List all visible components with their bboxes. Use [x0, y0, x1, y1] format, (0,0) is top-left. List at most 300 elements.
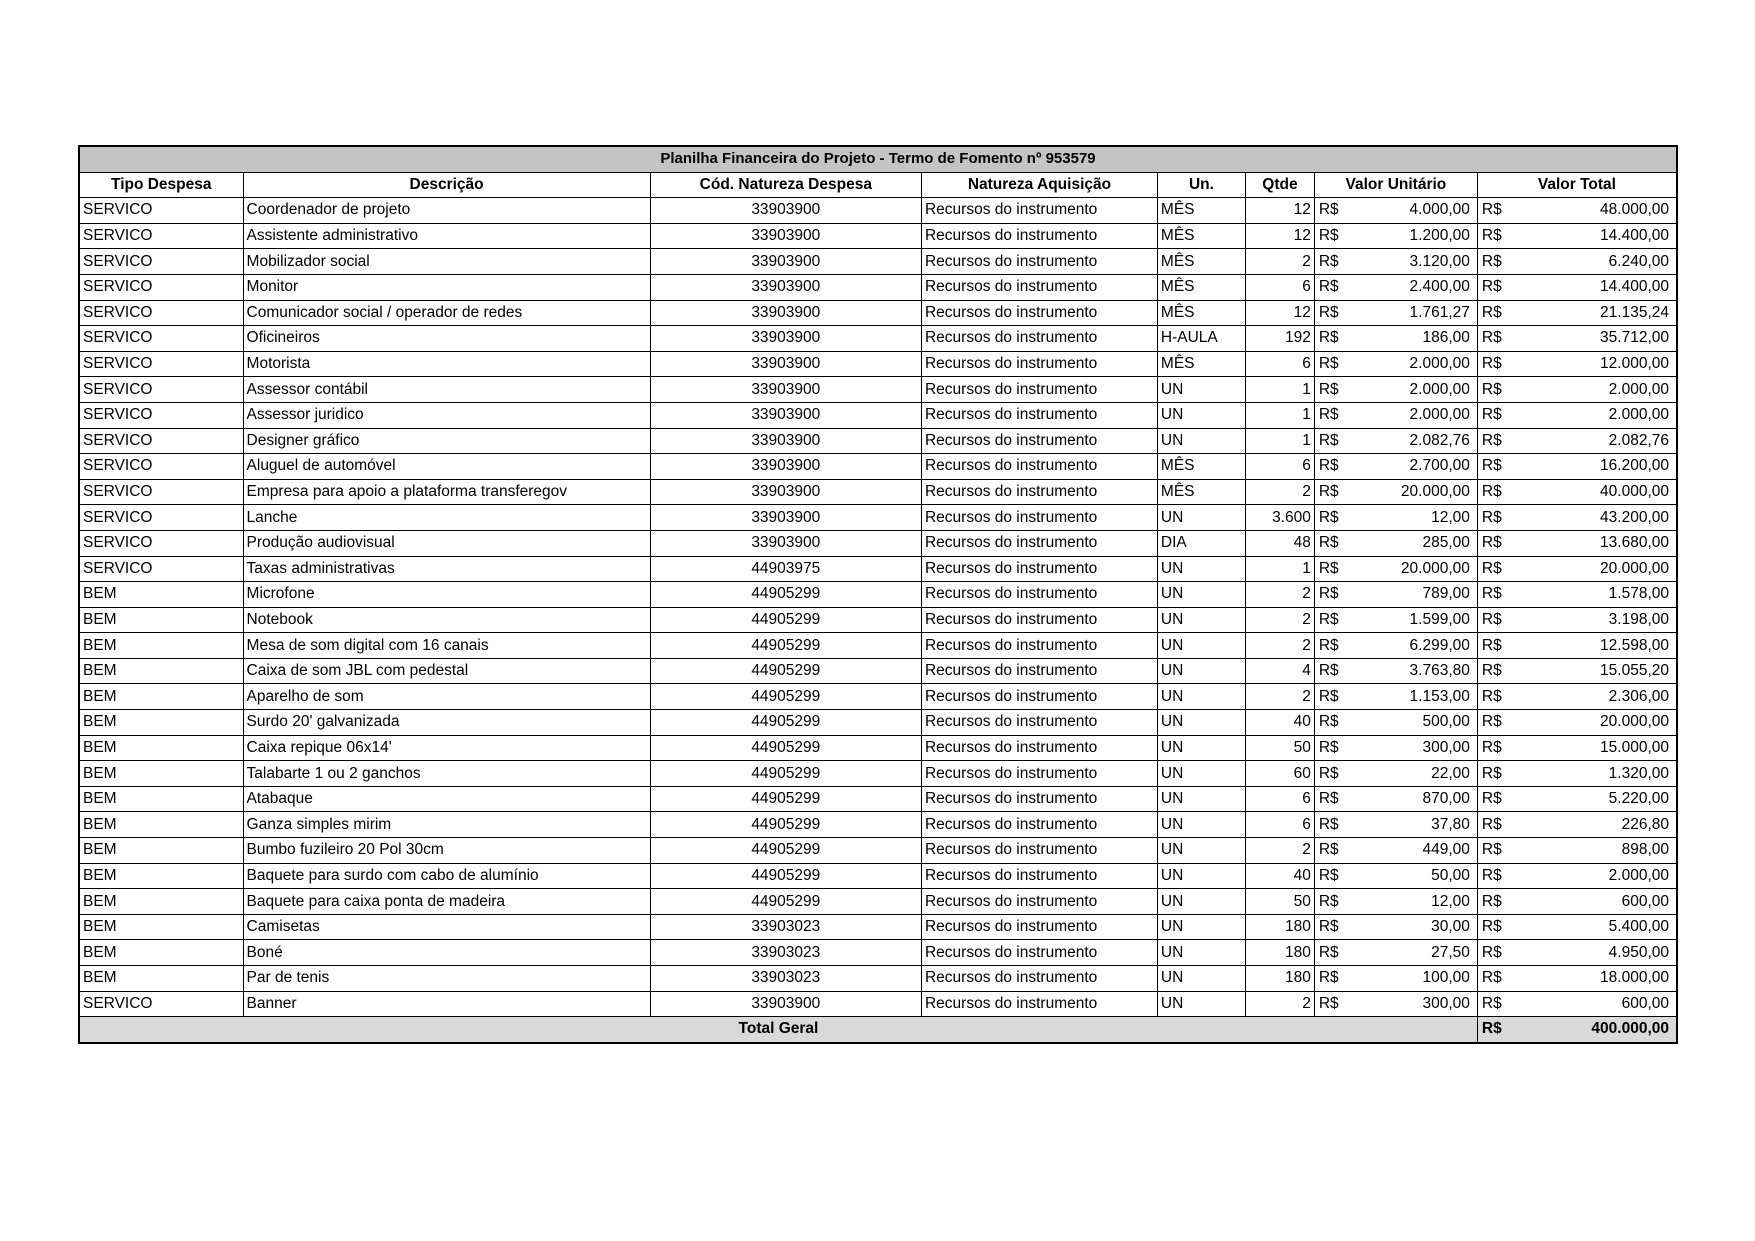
valor-unitario-cell	[1314, 991, 1477, 1017]
quantidade-cell: 12	[1246, 223, 1315, 249]
natureza-cell: Recursos do instrumento	[921, 761, 1157, 787]
table-row	[79, 812, 1677, 838]
tipo-despesa-cell: SERVICO	[79, 249, 243, 275]
valor-unitario: 789,00	[1422, 585, 1470, 603]
valor-total: 15.055,20	[1600, 662, 1669, 680]
currency-symbol: R$	[1481, 431, 1502, 449]
quantidade-cell: 40	[1246, 863, 1315, 889]
descricao-cell: Produção audiovisual	[243, 530, 650, 556]
natureza-cell: Recursos do instrumento	[921, 607, 1157, 633]
table-row	[79, 556, 1677, 582]
currency-symbol: R$	[1481, 329, 1502, 347]
header-valor-total: Valor Total	[1477, 172, 1677, 198]
valor-unitario-cell	[1314, 505, 1477, 531]
valor-total: 2.000,00	[1608, 406, 1669, 424]
codigo-cell: 33903023	[650, 966, 921, 992]
valor-unitario-cell	[1314, 658, 1477, 684]
natureza-cell: Recursos do instrumento	[921, 530, 1157, 556]
valor-total-cell	[1477, 454, 1677, 480]
quantidade-cell: 4	[1246, 658, 1315, 684]
valor-unitario: 1.761,27	[1409, 303, 1470, 321]
valor-total-cell	[1477, 633, 1677, 659]
codigo-cell: 44905299	[650, 786, 921, 812]
unidade-cell: MÊS	[1157, 454, 1245, 480]
valor-total: 600,00	[1621, 994, 1669, 1012]
valor-unitario-cell	[1314, 377, 1477, 403]
table-row	[79, 274, 1677, 300]
tipo-despesa-cell: BEM	[79, 863, 243, 889]
quantidade-cell: 2	[1246, 479, 1315, 505]
currency-symbol: R$	[1318, 918, 1339, 936]
valor-total-cell	[1477, 505, 1677, 531]
descricao-cell: Talabarte 1 ou 2 ganchos	[243, 761, 650, 787]
natureza-cell: Recursos do instrumento	[921, 377, 1157, 403]
valor-total: 15.000,00	[1600, 738, 1669, 756]
valor-unitario-cell	[1314, 249, 1477, 275]
valor-total: 48.000,00	[1600, 201, 1669, 219]
valor-unitario-cell	[1314, 223, 1477, 249]
tipo-despesa-cell: SERVICO	[79, 351, 243, 377]
natureza-cell: Recursos do instrumento	[921, 991, 1157, 1017]
currency-symbol: R$	[1481, 201, 1502, 219]
codigo-cell: 44905299	[650, 735, 921, 761]
valor-total: 4.950,00	[1608, 943, 1669, 961]
descricao-cell: Par de tenis	[243, 966, 650, 992]
unidade-cell: UN	[1157, 889, 1245, 915]
valor-total-cell	[1477, 326, 1677, 352]
natureza-cell: Recursos do instrumento	[921, 863, 1157, 889]
valor-total-cell	[1477, 966, 1677, 992]
unidade-cell: UN	[1157, 786, 1245, 812]
valor-total-cell	[1477, 223, 1677, 249]
currency-symbol: R$	[1318, 841, 1339, 859]
descricao-cell: Baquete para caixa ponta de madeira	[243, 889, 650, 915]
valor-unitario-cell	[1314, 607, 1477, 633]
codigo-cell: 33903900	[650, 249, 921, 275]
valor-total-cell	[1477, 530, 1677, 556]
valor-total: 6.240,00	[1608, 252, 1669, 270]
currency-symbol: R$	[1481, 278, 1502, 296]
valor-total: 1.320,00	[1608, 764, 1669, 782]
currency-symbol: R$	[1318, 201, 1339, 219]
currency-symbol: R$	[1318, 713, 1339, 731]
valor-total-cell	[1477, 684, 1677, 710]
table-row	[79, 658, 1677, 684]
quantidade-cell: 2	[1246, 684, 1315, 710]
quantidade-cell: 2	[1246, 838, 1315, 864]
codigo-cell: 33903900	[650, 991, 921, 1017]
currency-symbol: R$	[1318, 866, 1339, 884]
valor-total: 18.000,00	[1600, 969, 1669, 987]
natureza-cell: Recursos do instrumento	[921, 812, 1157, 838]
unidade-cell: UN	[1157, 966, 1245, 992]
valor-total: 5.220,00	[1608, 790, 1669, 808]
unidade-cell: UN	[1157, 402, 1245, 428]
table-row	[79, 198, 1677, 224]
valor-total: 898,00	[1621, 841, 1669, 859]
tipo-despesa-cell: BEM	[79, 940, 243, 966]
unidade-cell: UN	[1157, 838, 1245, 864]
table-row	[79, 454, 1677, 480]
natureza-cell: Recursos do instrumento	[921, 479, 1157, 505]
valor-unitario: 20.000,00	[1400, 483, 1470, 501]
table-row	[79, 351, 1677, 377]
valor-unitario: 1.200,00	[1409, 227, 1470, 245]
unidade-cell: UN	[1157, 582, 1245, 608]
valor-unitario: 1.599,00	[1409, 610, 1470, 628]
valor-unitario: 37,80	[1431, 815, 1470, 833]
quantidade-cell: 1	[1246, 556, 1315, 582]
valor-total: 226,80	[1621, 815, 1669, 833]
currency-symbol: R$	[1481, 841, 1502, 859]
tipo-despesa-cell: SERVICO	[79, 530, 243, 556]
currency-symbol: R$	[1318, 636, 1339, 654]
codigo-cell: 33903900	[650, 454, 921, 480]
header-row	[79, 172, 1677, 198]
tipo-despesa-cell: BEM	[79, 786, 243, 812]
currency-symbol: R$	[1481, 303, 1502, 321]
currency-symbol: R$	[1481, 559, 1502, 577]
valor-total-cell	[1477, 914, 1677, 940]
currency-symbol: R$	[1481, 508, 1502, 526]
currency-symbol: R$	[1318, 278, 1339, 296]
tipo-despesa-cell: BEM	[79, 684, 243, 710]
natureza-cell: Recursos do instrumento	[921, 889, 1157, 915]
codigo-cell: 44905299	[650, 710, 921, 736]
valor-unitario: 186,00	[1422, 329, 1470, 347]
tipo-despesa-cell: BEM	[79, 914, 243, 940]
currency-symbol: R$	[1481, 252, 1502, 270]
descricao-cell: Assessor contábil	[243, 377, 650, 403]
tipo-despesa-cell: BEM	[79, 761, 243, 787]
table-row	[79, 991, 1677, 1017]
currency-symbol: R$	[1481, 534, 1502, 552]
descricao-cell: Camisetas	[243, 914, 650, 940]
tipo-despesa-cell: BEM	[79, 633, 243, 659]
quantidade-cell: 12	[1246, 300, 1315, 326]
valor-unitario-cell	[1314, 530, 1477, 556]
currency-symbol: R$	[1481, 892, 1502, 910]
valor-unitario-cell	[1314, 351, 1477, 377]
valor-unitario-cell	[1314, 684, 1477, 710]
total-value: 400.000,00	[1591, 1020, 1669, 1038]
currency-symbol: R$	[1318, 457, 1339, 475]
valor-unitario-cell	[1314, 710, 1477, 736]
valor-unitario-cell	[1314, 198, 1477, 224]
quantidade-cell: 2	[1246, 633, 1315, 659]
valor-unitario-cell	[1314, 838, 1477, 864]
table-row	[79, 582, 1677, 608]
valor-total-cell	[1477, 838, 1677, 864]
valor-unitario: 30,00	[1431, 918, 1470, 936]
table-row	[79, 428, 1677, 454]
descricao-cell: Empresa para apoio a plataforma transferegov	[243, 479, 650, 505]
tipo-despesa-cell: SERVICO	[79, 991, 243, 1017]
codigo-cell: 33903900	[650, 351, 921, 377]
table-row	[79, 223, 1677, 249]
currency-symbol: R$	[1318, 227, 1339, 245]
valor-unitario: 2.700,00	[1409, 457, 1470, 475]
descricao-cell: Boné	[243, 940, 650, 966]
natureza-cell: Recursos do instrumento	[921, 582, 1157, 608]
quantidade-cell: 6	[1246, 812, 1315, 838]
codigo-cell: 44905299	[650, 633, 921, 659]
unidade-cell: H-AULA	[1157, 326, 1245, 352]
valor-unitario: 2.000,00	[1409, 380, 1470, 398]
tipo-despesa-cell: SERVICO	[79, 223, 243, 249]
unidade-cell: MÊS	[1157, 274, 1245, 300]
currency-symbol: R$	[1481, 610, 1502, 628]
unidade-cell: UN	[1157, 940, 1245, 966]
currency-symbol: R$	[1481, 406, 1502, 424]
quantidade-cell: 6	[1246, 274, 1315, 300]
descricao-cell: Surdo 20' galvanizada	[243, 710, 650, 736]
unidade-cell: UN	[1157, 607, 1245, 633]
tipo-despesa-cell: SERVICO	[79, 505, 243, 531]
descricao-cell: Ganza simples mirim	[243, 812, 650, 838]
unidade-cell: UN	[1157, 710, 1245, 736]
table-row	[79, 607, 1677, 633]
quantidade-cell: 1	[1246, 428, 1315, 454]
codigo-cell: 33903900	[650, 428, 921, 454]
valor-total: 20.000,00	[1600, 713, 1669, 731]
valor-unitario-cell	[1314, 454, 1477, 480]
quantidade-cell: 180	[1246, 940, 1315, 966]
table-row	[79, 326, 1677, 352]
descricao-cell: Coordenador de projeto	[243, 198, 650, 224]
descricao-cell: Mesa de som digital com 16 canais	[243, 633, 650, 659]
currency-symbol: R$	[1481, 227, 1502, 245]
codigo-cell: 33903900	[650, 326, 921, 352]
valor-unitario-cell	[1314, 633, 1477, 659]
valor-unitario-cell	[1314, 428, 1477, 454]
tipo-despesa-cell: SERVICO	[79, 377, 243, 403]
valor-unitario: 3.120,00	[1409, 252, 1470, 270]
natureza-cell: Recursos do instrumento	[921, 966, 1157, 992]
currency-symbol: R$	[1318, 508, 1339, 526]
valor-unitario-cell	[1314, 274, 1477, 300]
unidade-cell: UN	[1157, 863, 1245, 889]
currency-symbol: R$	[1318, 815, 1339, 833]
tipo-despesa-cell: SERVICO	[79, 198, 243, 224]
valor-total: 3.198,00	[1608, 610, 1669, 628]
natureza-cell: Recursos do instrumento	[921, 940, 1157, 966]
descricao-cell: Bumbo fuzileiro 20 Pol 30cm	[243, 838, 650, 864]
valor-unitario-cell	[1314, 735, 1477, 761]
currency-symbol: R$	[1481, 918, 1502, 936]
quantidade-cell: 2	[1246, 249, 1315, 275]
valor-total-cell	[1477, 786, 1677, 812]
currency-symbol: R$	[1318, 252, 1339, 270]
codigo-cell: 33903900	[650, 479, 921, 505]
tipo-despesa-cell: SERVICO	[79, 274, 243, 300]
valor-total-cell	[1477, 249, 1677, 275]
total-row	[79, 1017, 1677, 1043]
currency-symbol: R$	[1481, 943, 1502, 961]
header-unidade: Un.	[1157, 172, 1245, 198]
unidade-cell: UN	[1157, 658, 1245, 684]
header-descricao: Descrição	[243, 172, 650, 198]
currency-symbol: R$	[1481, 380, 1502, 398]
table-body	[79, 198, 1677, 1017]
unidade-cell: MÊS	[1157, 223, 1245, 249]
descricao-cell: Designer gráfico	[243, 428, 650, 454]
header-quantidade: Qtde	[1246, 172, 1315, 198]
currency-symbol: R$	[1318, 355, 1339, 373]
descricao-cell: Taxas administrativas	[243, 556, 650, 582]
tipo-despesa-cell: BEM	[79, 889, 243, 915]
valor-total-cell	[1477, 428, 1677, 454]
tipo-despesa-cell: SERVICO	[79, 479, 243, 505]
natureza-cell: Recursos do instrumento	[921, 505, 1157, 531]
valor-total: 12.598,00	[1600, 636, 1669, 654]
valor-total: 2.000,00	[1608, 380, 1669, 398]
unidade-cell: MÊS	[1157, 300, 1245, 326]
currency-symbol: R$	[1318, 431, 1339, 449]
currency-symbol: R$	[1318, 662, 1339, 680]
valor-unitario: 300,00	[1422, 738, 1470, 756]
valor-unitario: 500,00	[1422, 713, 1470, 731]
valor-total: 35.712,00	[1600, 329, 1669, 347]
tipo-despesa-cell: BEM	[79, 658, 243, 684]
natureza-cell: Recursos do instrumento	[921, 735, 1157, 761]
valor-total-cell	[1477, 351, 1677, 377]
tipo-despesa-cell: SERVICO	[79, 556, 243, 582]
valor-total: 20.000,00	[1600, 559, 1669, 577]
codigo-cell: 33903900	[650, 505, 921, 531]
currency-symbol: R$	[1318, 406, 1339, 424]
codigo-cell: 33903900	[650, 530, 921, 556]
descricao-cell: Notebook	[243, 607, 650, 633]
tipo-despesa-cell: BEM	[79, 607, 243, 633]
unidade-cell: UN	[1157, 377, 1245, 403]
natureza-cell: Recursos do instrumento	[921, 198, 1157, 224]
natureza-cell: Recursos do instrumento	[921, 402, 1157, 428]
valor-total-cell	[1477, 761, 1677, 787]
valor-unitario: 300,00	[1422, 994, 1470, 1012]
quantidade-cell: 180	[1246, 914, 1315, 940]
valor-total: 43.200,00	[1600, 508, 1669, 526]
valor-unitario: 2.000,00	[1409, 355, 1470, 373]
table-row	[79, 914, 1677, 940]
table-row	[79, 761, 1677, 787]
table-row	[79, 940, 1677, 966]
currency-symbol: R$	[1318, 943, 1339, 961]
table-row	[79, 966, 1677, 992]
currency-symbol: R$	[1318, 687, 1339, 705]
quantidade-cell: 3.600	[1246, 505, 1315, 531]
table-row	[79, 710, 1677, 736]
descricao-cell: Caixa repique 06x14'	[243, 735, 650, 761]
quantidade-cell: 12	[1246, 198, 1315, 224]
currency-symbol: R$	[1481, 636, 1502, 654]
valor-unitario: 100,00	[1422, 969, 1470, 987]
valor-unitario: 2.000,00	[1409, 406, 1470, 424]
quantidade-cell: 50	[1246, 735, 1315, 761]
currency-symbol: R$	[1481, 662, 1502, 680]
natureza-cell: Recursos do instrumento	[921, 351, 1157, 377]
valor-unitario: 50,00	[1431, 866, 1470, 884]
header-tipo-despesa: Tipo Despesa	[79, 172, 243, 198]
table-row	[79, 479, 1677, 505]
valor-unitario: 4.000,00	[1409, 201, 1470, 219]
total-currency: R$	[1481, 1020, 1502, 1038]
descricao-cell: Assessor juridico	[243, 402, 650, 428]
valor-unitario-cell	[1314, 582, 1477, 608]
tipo-despesa-cell: BEM	[79, 838, 243, 864]
currency-symbol: R$	[1318, 329, 1339, 347]
valor-total: 2.000,00	[1608, 866, 1669, 884]
table-row	[79, 735, 1677, 761]
valor-unitario-cell	[1314, 326, 1477, 352]
codigo-cell: 33903023	[650, 940, 921, 966]
quantidade-cell: 2	[1246, 582, 1315, 608]
valor-total-cell	[1477, 812, 1677, 838]
valor-total-cell	[1477, 479, 1677, 505]
valor-total: 14.400,00	[1600, 278, 1669, 296]
descricao-cell: Monitor	[243, 274, 650, 300]
total-label: Total Geral	[79, 1017, 1477, 1043]
valor-total-cell	[1477, 198, 1677, 224]
valor-total: 2.082,76	[1608, 431, 1669, 449]
currency-symbol: R$	[1481, 969, 1502, 987]
tipo-despesa-cell: BEM	[79, 735, 243, 761]
unidade-cell: UN	[1157, 812, 1245, 838]
natureza-cell: Recursos do instrumento	[921, 633, 1157, 659]
codigo-cell: 44905299	[650, 607, 921, 633]
natureza-cell: Recursos do instrumento	[921, 658, 1157, 684]
codigo-cell: 44905299	[650, 838, 921, 864]
valor-unitario-cell	[1314, 556, 1477, 582]
descricao-cell: Comunicador social / operador de redes	[243, 300, 650, 326]
unidade-cell: MÊS	[1157, 479, 1245, 505]
descricao-cell: Atabaque	[243, 786, 650, 812]
natureza-cell: Recursos do instrumento	[921, 786, 1157, 812]
quantidade-cell: 48	[1246, 530, 1315, 556]
valor-unitario-cell	[1314, 966, 1477, 992]
quantidade-cell: 2	[1246, 991, 1315, 1017]
valor-unitario-cell	[1314, 914, 1477, 940]
valor-total-cell	[1477, 735, 1677, 761]
tipo-despesa-cell: BEM	[79, 582, 243, 608]
valor-unitario-cell	[1314, 863, 1477, 889]
tipo-despesa-cell: BEM	[79, 966, 243, 992]
valor-unitario-cell	[1314, 761, 1477, 787]
quantidade-cell: 1	[1246, 377, 1315, 403]
valor-unitario: 12,00	[1431, 508, 1470, 526]
valor-unitario: 449,00	[1422, 841, 1470, 859]
unidade-cell: UN	[1157, 633, 1245, 659]
unidade-cell: MÊS	[1157, 249, 1245, 275]
natureza-cell: Recursos do instrumento	[921, 838, 1157, 864]
valor-unitario-cell	[1314, 889, 1477, 915]
valor-unitario: 2.400,00	[1409, 278, 1470, 296]
codigo-cell: 33903900	[650, 198, 921, 224]
table-row	[79, 786, 1677, 812]
currency-symbol: R$	[1318, 303, 1339, 321]
valor-total: 21.135,24	[1600, 303, 1669, 321]
tipo-despesa-cell: SERVICO	[79, 326, 243, 352]
tipo-despesa-cell: BEM	[79, 812, 243, 838]
valor-unitario: 12,00	[1431, 892, 1470, 910]
table-row	[79, 530, 1677, 556]
valor-total: 14.400,00	[1600, 227, 1669, 245]
currency-symbol: R$	[1481, 713, 1502, 731]
sheet-title: Planilha Financeira do Projeto - Termo de Fomento nº 953579	[79, 146, 1677, 172]
quantidade-cell: 6	[1246, 786, 1315, 812]
valor-total-cell	[1477, 556, 1677, 582]
natureza-cell: Recursos do instrumento	[921, 300, 1157, 326]
